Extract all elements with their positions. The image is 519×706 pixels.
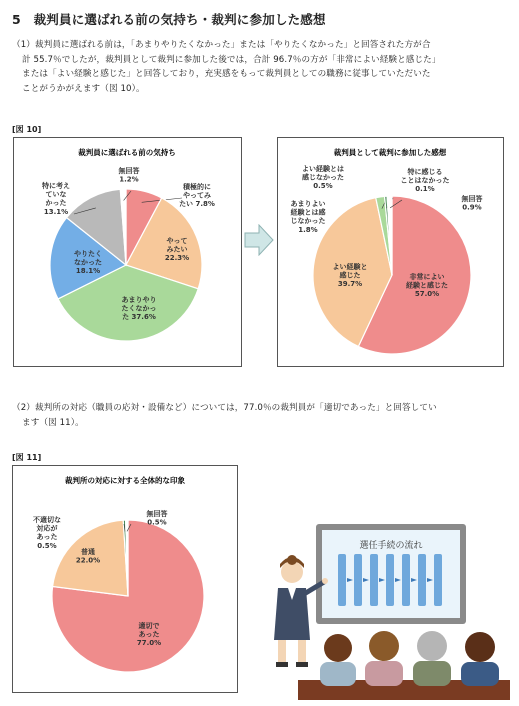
paragraph-2-line: （2）裁判所の対応（職員の応対・設備など）については，77.0％の裁判員が「適切であった」と回答してい xyxy=(12,403,437,413)
slice-label: 無回答 1.2% xyxy=(118,167,140,184)
slice-label: 無回答 0.5% xyxy=(146,510,168,527)
figure-10-label: [図 10] xyxy=(12,125,42,134)
chart-panel-court xyxy=(12,465,238,693)
pie-chart-court xyxy=(13,466,237,692)
slice-label: 非常によい経験と感じた 57.0% xyxy=(406,273,448,299)
section-heading: 5 裁判員に選ばれる前の気持ち・裁判に参加した感想 xyxy=(12,12,326,27)
pie-chart-before xyxy=(14,138,241,366)
audience-member xyxy=(365,631,403,686)
chart-title: 裁判員に選ばれる前の気持ち xyxy=(78,148,176,157)
paragraph-1-line: または「よい経験と感じた」と回答しており，充実感をもって裁判員としての職務に従事していただいた xyxy=(22,69,431,80)
slice-label: 特に感じることはなかった 0.1% xyxy=(400,168,450,194)
audience-group xyxy=(298,631,510,700)
selection-procedure-illustration xyxy=(258,510,510,700)
audience-member xyxy=(413,631,451,686)
slice-label: 積極的にやってみたい 7.8% xyxy=(179,183,215,209)
slice-label: よい経験と感じた 39.7% xyxy=(332,263,368,289)
chart-panel-before xyxy=(13,137,242,367)
slice-label: やりたくなかった 18.1% xyxy=(74,250,102,276)
board-title: 選任手続の流れ xyxy=(359,541,423,551)
chart-title: 裁判員として裁判に参加した感想 xyxy=(333,148,447,157)
right-arrow-icon xyxy=(244,224,274,256)
paragraph-1-line: （1）裁判員に選ばれる前は，「あまりやりたくなかった」または「やりたくなかった」と回答された方が合 xyxy=(12,40,431,50)
paragraph-2 xyxy=(12,401,437,430)
slice-label: 普通 22.0% xyxy=(75,548,101,565)
paragraph-1-line: 計 55.7％でしたが，裁判員として裁判に参加した後では，合計 96.7％の方が「非常によい経験と感じた」 xyxy=(22,54,441,65)
slice-label: やってみたい 22.3% xyxy=(164,237,190,263)
audience-member xyxy=(320,634,356,686)
audience-member xyxy=(461,632,499,686)
pie-chart-after xyxy=(278,138,503,366)
chart-title: 裁判所の対応に対する全体的な印象 xyxy=(65,476,185,485)
paragraph-2-line: ます（図 11）。 xyxy=(22,417,84,428)
slice-label: 不適切な対応があった 0.5% xyxy=(33,516,61,550)
slice-label: 特に考えていなかった 13.1% xyxy=(42,182,70,216)
slice-label: あまりよい経験とは感じなかった 1.8% xyxy=(290,200,326,234)
slice-label: よい経験とは感じなかった 0.5% xyxy=(302,165,344,191)
slice-label: 無回答 0.9% xyxy=(461,195,483,212)
paragraph-1 xyxy=(12,38,441,96)
figure-11-label: [図 11] xyxy=(12,453,42,462)
slice-label: あまりやりたくなかった 37.6% xyxy=(121,296,157,322)
paragraph-1-line: ことがうかがえます（図 10）。 xyxy=(22,83,145,94)
chart-panel-after xyxy=(277,137,504,367)
slice-label: 適切であった 77.0% xyxy=(136,622,162,648)
